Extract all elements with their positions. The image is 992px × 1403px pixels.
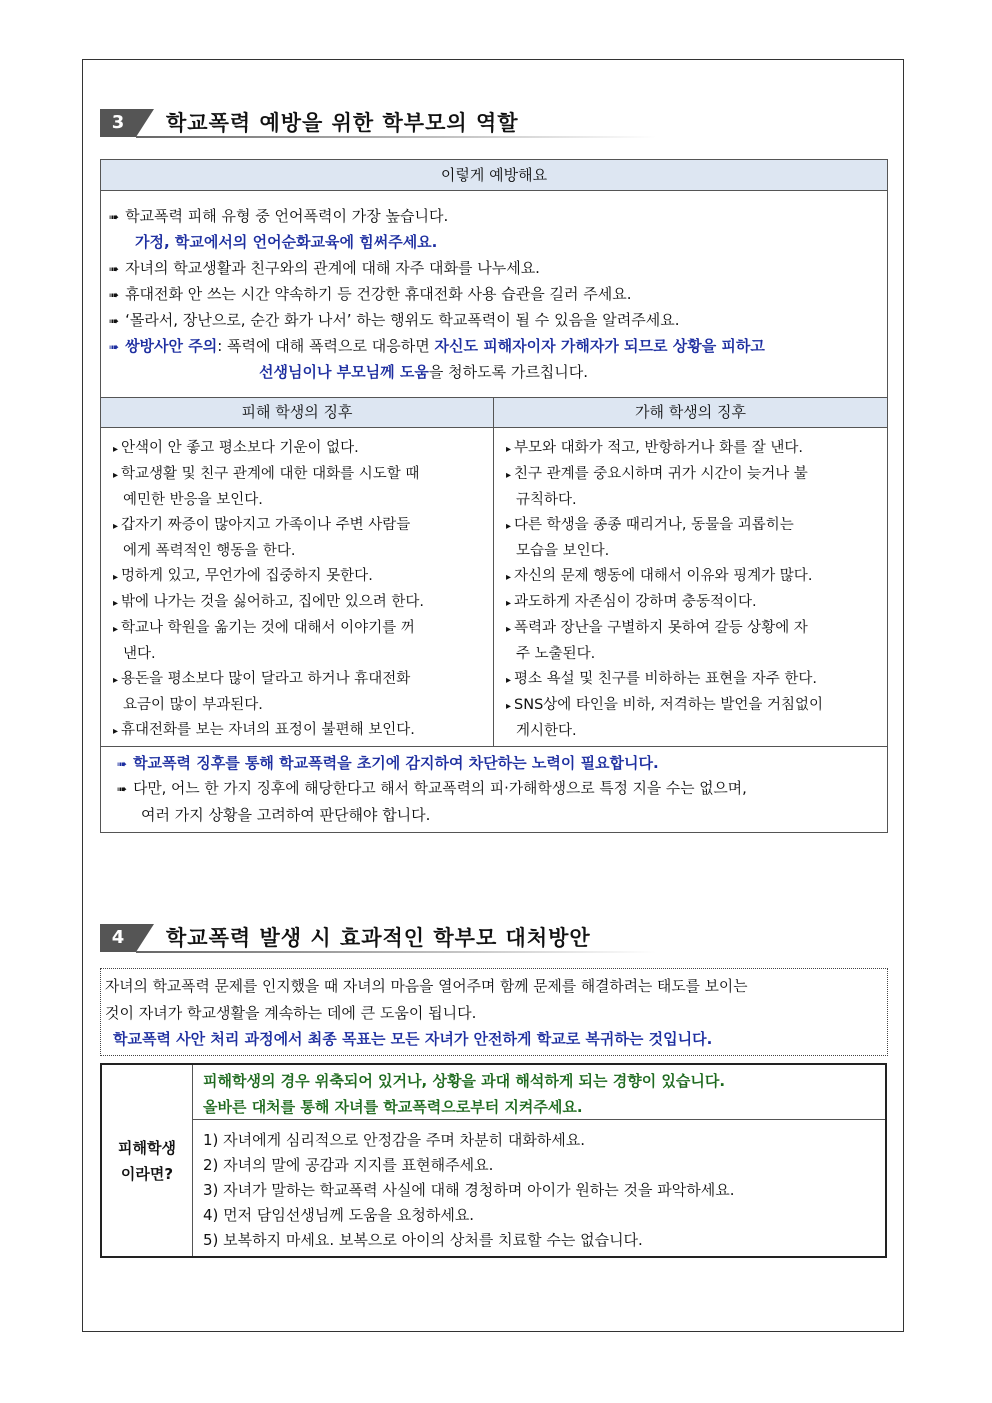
triangle-bullet-icon: ▸: [506, 470, 512, 481]
triangle-bullet-icon: ▸: [113, 726, 119, 737]
triangle-bullet-icon: ▸: [506, 444, 512, 455]
arrow-icon: ➠: [109, 288, 120, 302]
note-caution: ➠ 다만, 어느 한 가지 징후에 해당한다고 해서 학교폭력의 피·가해학생으로 특정 지을 수는 없으며,: [117, 780, 747, 797]
sign-item: ▸ 용돈을 평소보다 많이 달라고 하거나 휴대전화 요금이 많이 부과된다.: [113, 671, 411, 713]
sign-item: ▸ 평소 욕설 및 친구를 비하하는 표현을 자주 한다.: [506, 671, 818, 687]
mutual-warning-cont: 선생님이나 부모님께 도움을 청하도록 가르칩니다.: [259, 363, 589, 381]
sign-item: ▸ 멍하게 있고, 무언가에 집중하지 못한다.: [113, 568, 373, 584]
triangle-bullet-icon: ▸: [506, 701, 512, 712]
prevention-item: ➠ ‘몰라서, 장난으로, 순간 화가 나서’ 하는 행위도 학교폭력이 될 수 있음을 알려주세요.: [109, 311, 680, 329]
sign-item: ▸ SNS상에 타인을 비하, 저격하는 발언을 거침없이 게시한다.: [506, 697, 824, 739]
triangle-bullet-icon: ▸: [113, 675, 119, 686]
victim-guidance: 피해학생의 경우 위축되어 있거나, 상황을 과대 해석하게 되는 경향이 있습니다. 올바른 대처를 통해 자녀를 학교폭력으로부터 지켜주세요.: [193, 1065, 885, 1120]
arrow-icon: ➠: [109, 314, 120, 328]
triangle-bullet-icon: ▸: [506, 624, 512, 635]
mutual-warning: ➠ 쌍방사안 주의: 폭력에 대해 폭력으로 대응하면 자신도 피해자이자 가해자가 되므로 상황을 피하고: [109, 337, 765, 355]
victim-step: 1) 자녀에게 심리적으로 안정감을 주며 차분히 대화하세요.: [203, 1131, 586, 1149]
victim-signs: [101, 398, 494, 746]
sign-item: ▸ 학교나 학원을 옮기는 것에 대해서 이야기를 꺼 낸다.: [113, 620, 415, 662]
arrow-icon: ➠: [109, 340, 120, 354]
sign-item: ▸ 폭력과 장난을 구별하지 못하여 갈등 상황에 자 주 노출된다.: [506, 620, 808, 662]
prevention-item: ➠ 자녀의 학교생활과 친구와의 관계에 대해 자주 대화를 나누세요.: [109, 259, 540, 277]
triangle-bullet-icon: ▸: [506, 572, 512, 583]
victim-signs-list: [101, 428, 493, 744]
signs-table: [100, 397, 888, 747]
triangle-bullet-icon: ▸: [113, 598, 119, 609]
offender-signs: [494, 398, 887, 746]
sign-item: ▸ 다른 학생을 종종 때리거나, 동물을 괴롭히는 모습을 보인다.: [506, 517, 794, 559]
note-emphasis: ➠ 학교폭력 징후를 통해 학교폭력을 초기에 감지하여 차단하는 노력이 필요합니다.: [117, 754, 659, 772]
sign-item: ▸ 과도하게 자존심이 강하며 충동적이다.: [506, 594, 757, 610]
sign-item: ▸ 부모와 대화가 적고, 반항하거나 화를 잘 낸다.: [506, 440, 804, 456]
section-3-heading: [100, 109, 660, 139]
triangle-bullet-icon: ▸: [113, 444, 119, 455]
offender-signs-list: [494, 428, 887, 744]
sign-item: ▸ 학교생활 및 친구 관계에 대한 대화를 시도할 때 예민한 반응을 보인다.: [113, 466, 420, 508]
triangle-bullet-icon: ▸: [506, 521, 512, 532]
triangle-bullet-icon: ▸: [113, 470, 119, 481]
victim-step: 2) 자녀의 말에 공감과 지지를 표현해주세요.: [203, 1156, 494, 1174]
sign-item: ▸ 친구 관계를 중요시하며 귀가 시간이 늦거나 불 규칙하다.: [506, 466, 808, 508]
heading-wedge: [136, 109, 154, 137]
notes-box: [100, 746, 888, 833]
arrow-icon: ➠: [117, 782, 128, 796]
prevention-item: ➠ 학교폭력 피해 유형 중 언어폭력이 가장 높습니다.: [109, 207, 449, 225]
prevention-header: 이렇게 예방해요: [101, 160, 887, 191]
arrow-icon: ➠: [109, 210, 120, 224]
arrow-icon: ➠: [117, 757, 128, 771]
intro-text: 것이 자녀가 학교생활을 계속하는 데에 큰 도움이 됩니다.: [105, 1004, 477, 1022]
triangle-bullet-icon: ▸: [113, 572, 119, 583]
note-caution-cont: 여러 가지 상황을 고려하여 판단해야 합니다.: [141, 806, 431, 824]
triangle-bullet-icon: ▸: [113, 624, 119, 635]
victim-steps: [193, 1121, 885, 1260]
triangle-bullet-icon: ▸: [506, 675, 512, 686]
sign-item: ▸ 자신의 문제 행동에 대해서 이유와 핑계가 많다.: [506, 568, 813, 584]
section-4-heading: [100, 924, 660, 954]
intro-box: [100, 968, 888, 1056]
victim-signs-header: 피해 학생의 징후: [101, 398, 493, 428]
victim-step: 4) 먼저 담임선생님께 도움을 요청하세요.: [203, 1206, 475, 1224]
sign-item: ▸ 안색이 안 좋고 평소보다 기운이 없다.: [113, 440, 359, 456]
intro-text: 자녀의 학교폭력 문제를 인지했을 때 자녀의 마음을 열어주며 함께 문제를 해결하려는 태도를 보이는: [105, 978, 748, 995]
prevention-emphasis: 가정, 학교에서의 언어순화교육에 힘써주세요.: [135, 233, 438, 251]
heading-wedge: [136, 924, 154, 952]
sign-item: ▸ 휴대전화를 보는 자녀의 표정이 불편해 보인다.: [113, 722, 415, 738]
section-number: 4: [100, 924, 136, 952]
victim-response-table: [100, 1063, 887, 1258]
sign-item: ▸ 갑자기 짜증이 많아지고 가족이나 주변 사람들 에게 폭력적인 행동을 한다.: [113, 517, 411, 559]
prevention-item: ➠ 휴대전화 안 쓰는 시간 약속하기 등 건강한 휴대전화 사용 습관을 길러 주세요.: [109, 285, 632, 303]
offender-signs-header: 가해 학생의 징후: [494, 398, 887, 428]
section-title: 학교폭력 발생 시 효과적인 학부모 대처방안: [166, 926, 591, 950]
arrow-icon: ➠: [109, 262, 120, 276]
section-title: 학교폭력 예방을 위한 학부모의 역할: [166, 111, 519, 135]
prevention-box: [100, 159, 888, 398]
sign-item: ▸ 밖에 나가는 것을 싫어하고, 집에만 있으려 한다.: [113, 594, 425, 610]
victim-label: 피해학생 이라면?: [102, 1065, 193, 1256]
section-number: 3: [100, 109, 136, 137]
intro-goal: 학교폭력 사안 처리 과정에서 최종 목표는 모든 자녀가 안전하게 학교로 복귀하는 것입니다.: [113, 1030, 713, 1048]
victim-step: 3) 자녀가 말하는 학교폭력 사실에 대해 경청하며 아이가 원하는 것을 파악하세요.: [203, 1181, 735, 1199]
triangle-bullet-icon: ▸: [506, 598, 512, 609]
victim-step: 5) 보복하지 마세요. 보복으로 아이의 상처를 치료할 수는 없습니다.: [203, 1231, 643, 1249]
triangle-bullet-icon: ▸: [113, 521, 119, 532]
